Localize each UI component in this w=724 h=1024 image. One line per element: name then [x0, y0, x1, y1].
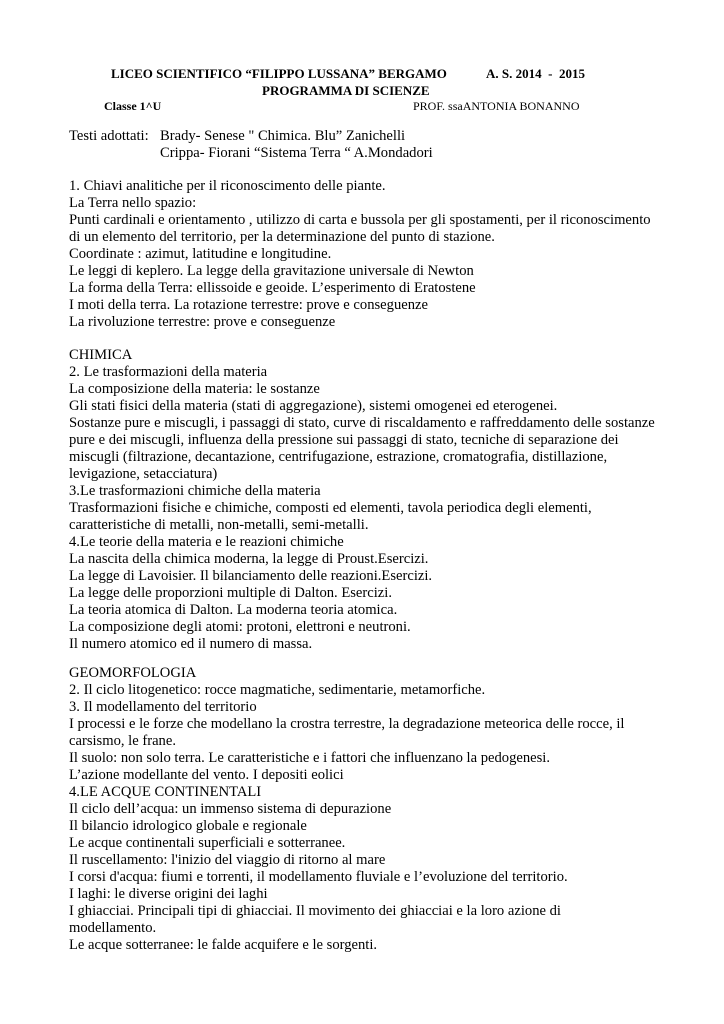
list-item: Le acque sotterranee: le falde acquifere e le sorgenti.	[69, 937, 378, 953]
document-title: PROGRAMMA DI SCIENZE	[262, 83, 430, 98]
list-item: Punti cardinali e orientamento , utilizzo di carta e bussola per gli spostamenti, per il riconoscimento	[69, 212, 651, 228]
texts-label: Testi adottati:	[69, 128, 149, 144]
section-heading-chimica: CHIMICA	[69, 347, 133, 363]
section-heading-geomorfologia: GEOMORFOLOGIA	[69, 665, 197, 681]
list-item: I processi e le forze che modellano la crostra terrestre, la degradazione meteorica delle rocce, il	[69, 716, 625, 732]
list-item: 4.LE ACQUE CONTINENTALI	[69, 784, 262, 800]
list-item: I laghi: le diverse origini dei laghi	[69, 886, 268, 902]
list-item: Il ciclo dell’acqua: un immenso sistema di depurazione	[69, 801, 392, 817]
teacher-name: PROF. ssaANTONIA BONANNO	[413, 99, 580, 113]
school-year: A. S. 2014 - 2015	[486, 66, 585, 81]
list-item: La forma della Terra: ellissoide e geoide. L’esperimento di Eratostene	[69, 280, 476, 296]
list-item: Le leggi di keplero. La legge della gravitazione universale di Newton	[69, 263, 474, 279]
list-item: La teoria atomica di Dalton. La moderna teoria atomica.	[69, 602, 398, 618]
list-item: Trasformazioni fisiche e chimiche, composti ed elementi, tavola periodica degli elementi,	[69, 500, 592, 516]
school-name: LICEO SCIENTIFICO “FILIPPO LUSSANA” BERGAMO	[111, 66, 447, 81]
list-item: La legge di Lavoisier. Il bilanciamento delle reazioni.Esercizi.	[69, 568, 433, 584]
list-item: 3. Il modellamento del territorio	[69, 699, 257, 715]
list-item: di un elemento del territorio, per la determinazione del punto di stazione.	[69, 229, 495, 245]
list-item: La nascita della chimica moderna, la legge di Proust.Esercizi.	[69, 551, 429, 567]
list-item: Sostanze pure e miscugli, i passaggi di stato, curve di riscaldamento e raffreddamento delle sostanze	[69, 415, 655, 431]
list-item: 1. Chiavi analitiche per il riconoscimento delle piante.	[69, 178, 386, 194]
list-item: La legge delle proporzioni multiple di Dalton. Esercizi.	[69, 585, 392, 601]
list-item: modellamento.	[69, 920, 157, 936]
list-item: La rivoluzione terrestre: prove e conseguenze	[69, 314, 336, 330]
list-item: Il ruscellamento: l'inizio del viaggio di ritorno al mare	[69, 852, 386, 868]
textbook-1: Brady- Senese " Chimica. Blu” Zanichelli	[160, 128, 406, 144]
list-item: pure e dei miscugli, influenza della pressione sui passaggi di stato, tecniche di separazione dei	[69, 432, 619, 448]
list-item: miscugli (filtrazione, decantazione, centrifugazione, estrazione, cromatografia, distillazione,	[69, 449, 608, 465]
list-item: I ghiacciai. Principali tipi di ghiacciai. Il movimento dei ghiacciai e la loro azione di	[69, 903, 561, 919]
list-item: La Terra nello spazio:	[69, 195, 197, 211]
list-item: L’azione modellante del vento. I depositi eolici	[69, 767, 344, 783]
list-item: Il bilancio idrologico globale e regionale	[69, 818, 307, 834]
list-item: levigazione, setacciatura)	[69, 466, 218, 482]
list-item: Gli stati fisici della materia (stati di aggregazione), sistemi omogenei ed eterogenei.	[69, 398, 558, 414]
list-item: carsismo, le frane.	[69, 733, 176, 749]
list-item: I moti della terra. La rotazione terrestre: prove e conseguenze	[69, 297, 428, 313]
list-item: 3.Le trasformazioni chimiche della materia	[69, 483, 321, 499]
list-item: I corsi d'acqua: fiumi e torrenti, il modellamento fluviale e l’evoluzione del territorio.	[69, 869, 568, 885]
list-item: 4.Le teorie della materia e le reazioni chimiche	[69, 534, 344, 550]
list-item: 2. Le trasformazioni della materia	[69, 364, 268, 380]
list-item: Coordinate : azimut, latitudine e longitudine.	[69, 246, 332, 262]
list-item: Le acque continentali superficiali e sotterranee.	[69, 835, 346, 851]
list-item: Il suolo: non solo terra. Le caratteristiche e i fattori che influenzano la pedogenesi.	[69, 750, 551, 766]
list-item: 2. Il ciclo litogenetico: rocce magmatiche, sedimentarie, metamorfiche.	[69, 682, 486, 698]
textbook-2: Crippa- Fiorani “Sistema Terra “ A.Mondadori	[160, 145, 433, 161]
list-item: caratteristiche di metalli, non-metalli, semi-metalli.	[69, 517, 369, 533]
class-label: Classe 1^U	[104, 99, 162, 113]
list-item: La composizione della materia: le sostanze	[69, 381, 320, 397]
list-item: La composizione degli atomi: protoni, elettroni e neutroni.	[69, 619, 411, 635]
list-item: Il numero atomico ed il numero di massa.	[69, 636, 313, 652]
